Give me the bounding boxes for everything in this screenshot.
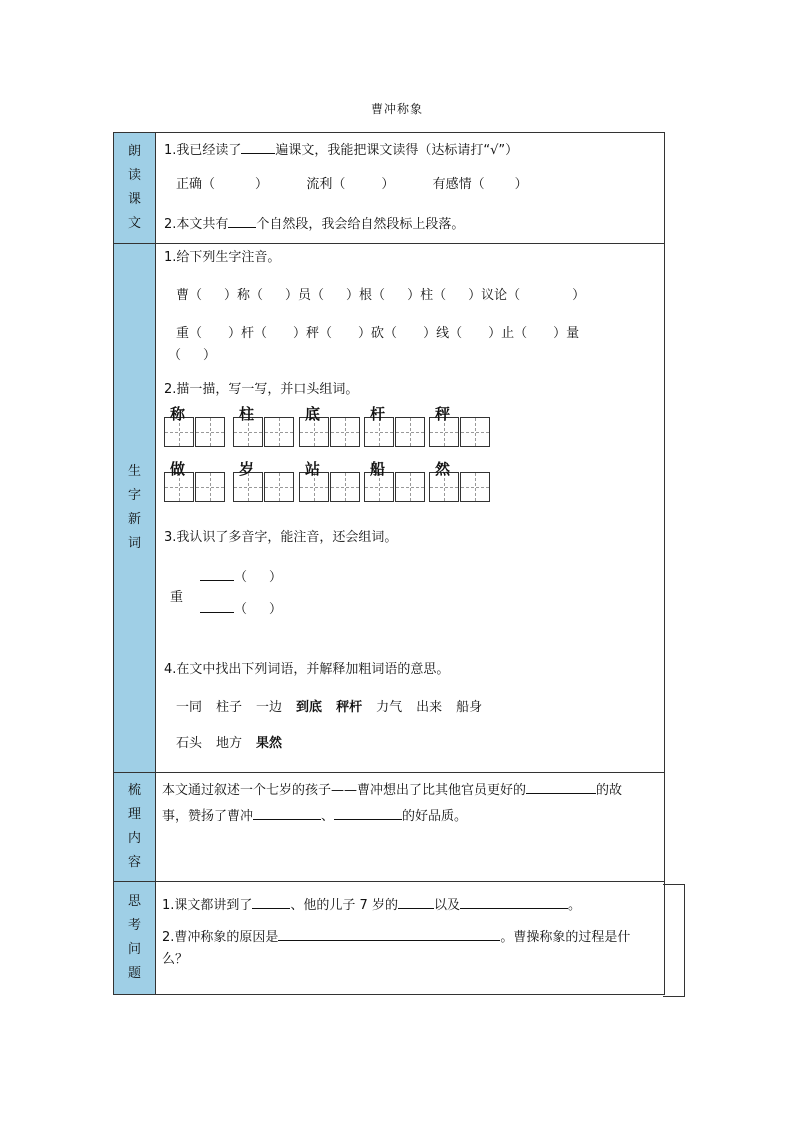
label-char: 理 (127, 807, 141, 822)
thinking-content (156, 882, 664, 994)
vocab-word-bold: 秤杆 (336, 700, 363, 715)
option-emotion: 有感情（ (432, 177, 485, 192)
label-char: 思 (127, 894, 141, 909)
blank-field[interactable] (278, 926, 500, 941)
thinking-q2 (162, 926, 658, 948)
pinyin-item: ）线（ (423, 326, 463, 341)
blank-field[interactable] (253, 805, 321, 820)
label-char: 题 (127, 966, 141, 981)
model-char: 然 (435, 460, 451, 478)
paren-close: ） (381, 177, 395, 192)
table-overhang-bottom (663, 996, 685, 997)
label-char: 课 (127, 192, 141, 207)
pinyin-item: 曹（ (176, 288, 203, 303)
label-char: 读 (127, 168, 141, 183)
tianzige-cell (364, 462, 426, 492)
tianzige-cell (164, 407, 226, 437)
blank-field[interactable] (526, 779, 596, 794)
label-char: 容 (127, 855, 141, 870)
tianzige-cell (233, 407, 295, 437)
write-box[interactable] (460, 417, 490, 447)
blank-field[interactable] (228, 213, 256, 228)
chars-q2: 2.描一描，写一写，并口头组词。 (164, 382, 359, 397)
pinyin-item: ）杆（ (228, 326, 268, 341)
vocab-word: 柱子 (216, 700, 243, 715)
vocab-word: 地方 (216, 736, 243, 751)
row-summary (114, 773, 664, 882)
model-char: 秤 (435, 405, 451, 423)
question-text: 2.曹冲称象的原因是 (162, 930, 279, 945)
reading-options (176, 175, 528, 195)
q2-suffix: 个自然段，我会给自然段标上段落。 (256, 217, 465, 232)
label-reading (114, 133, 156, 243)
label-char: 梳 (127, 783, 141, 798)
label-summary (114, 773, 156, 881)
label-char: 生 (127, 464, 141, 479)
pinyin-item: ）称（ (224, 288, 264, 303)
vocab-row-1 (176, 698, 496, 718)
summary-line-2 (162, 805, 658, 827)
pinyin-item: （ (168, 348, 182, 363)
tianzige-cell (299, 407, 361, 437)
page-title: 曹冲称象 (370, 102, 423, 116)
table-overhang-top (663, 884, 685, 885)
blank-field[interactable] (252, 894, 290, 909)
blank-field[interactable] (200, 598, 234, 613)
pinyin-item: ）议论（ (468, 288, 521, 303)
write-box[interactable] (195, 417, 225, 447)
label-char: 新 (127, 512, 141, 527)
question-text: 1.课文都讲到了 (162, 898, 253, 913)
option-correct: 正确（ (176, 177, 216, 192)
q1-suffix: 遍课文，我能把课文读得（达标请打“√”） (275, 143, 519, 158)
model-char: 船 (370, 460, 386, 478)
write-box[interactable] (460, 472, 490, 502)
chars-q4: 4.在文中找出下列词语，并解释加粗词语的意思。 (164, 662, 450, 677)
tianzige-cell (364, 407, 426, 437)
summary-text: 事，赞扬了曹冲 (162, 809, 254, 824)
vocab-word: 一边 (256, 700, 283, 715)
write-box[interactable] (395, 472, 425, 502)
thinking-q1 (162, 894, 658, 916)
tianzige-cell (299, 462, 361, 492)
table-overhang-right (684, 884, 685, 996)
option-fluent: 流利（ (306, 177, 346, 192)
model-char: 柱 (239, 405, 255, 423)
pinyin-row-1 (176, 286, 585, 306)
write-box[interactable] (264, 417, 294, 447)
vocab-word: 一同 (176, 700, 203, 715)
model-char: 岁 (239, 460, 255, 478)
pinyin-item: 重（ (176, 326, 203, 341)
tianzige-cell (164, 462, 226, 492)
vocab-word-bold: 到底 (296, 700, 323, 715)
vocab-word: 力气 (376, 700, 403, 715)
label-char: 朗 (127, 144, 141, 159)
write-box[interactable] (330, 472, 360, 502)
vocab-word: 船身 (456, 700, 483, 715)
vocab-word: 石头 (176, 736, 203, 751)
chars-q3: 3.我认识了多音字，能注音，还会组词。 (164, 530, 398, 545)
label-characters (114, 244, 156, 772)
model-char: 称 (170, 405, 186, 423)
write-box[interactable] (195, 472, 225, 502)
label-char: 文 (127, 216, 141, 231)
model-char: 站 (305, 460, 321, 478)
pinyin-item: ）柱（ (407, 288, 447, 303)
question-text: 以及 (433, 898, 460, 913)
pinyin-item: ）根（ (346, 288, 386, 303)
write-box[interactable] (330, 417, 360, 447)
reading-content (156, 133, 664, 243)
pinyin-item: ）员（ (285, 288, 325, 303)
polyphone-line-2: （ ） (200, 598, 282, 620)
reading-q2 (164, 213, 464, 235)
pinyin-item: ）止（ (488, 326, 528, 341)
summary-content (156, 773, 664, 881)
write-box[interactable] (264, 472, 294, 502)
pinyin-item: ）秤（ (293, 326, 333, 341)
vocab-word-bold: 果然 (256, 736, 283, 751)
pinyin-item: ）砍（ (358, 326, 398, 341)
pinyin-item: ）量 (553, 326, 580, 341)
row-characters (114, 244, 664, 773)
question-text: 。 (567, 898, 581, 913)
label-char: 问 (127, 942, 141, 957)
vocab-row-2 (176, 734, 296, 754)
tianzige-cell (429, 407, 491, 437)
summary-text: 的好品质。 (402, 809, 468, 824)
chars-q1: 1.给下列生字注音。 (164, 250, 281, 265)
polyphone-line-1: （ ） (200, 566, 282, 588)
pinyin-row-2 (176, 324, 579, 344)
label-char: 词 (127, 536, 141, 551)
blank-field[interactable] (200, 566, 234, 581)
blank-field[interactable] (241, 139, 275, 154)
blank-field[interactable] (460, 894, 568, 909)
label-char: 考 (127, 918, 141, 933)
model-char: 做 (170, 460, 186, 478)
polyphone-char: 重 (170, 590, 184, 605)
pinyin-item: ） (572, 288, 586, 303)
model-char: 杆 (370, 405, 386, 423)
q2-prefix: 2.本文共有 (164, 217, 229, 232)
model-char: 底 (305, 405, 321, 423)
blank-field[interactable] (334, 805, 402, 820)
paren-close: ） (514, 177, 528, 192)
tianzige-cell (429, 462, 491, 492)
summary-text: 、 (321, 809, 335, 824)
label-thinking (114, 882, 156, 994)
tianzige-cell (233, 462, 295, 492)
summary-text: 的故 (596, 783, 623, 798)
write-box[interactable] (395, 417, 425, 447)
worksheet-table (113, 132, 665, 995)
reading-q1 (164, 139, 518, 161)
question-text: 、他的儿子 7 岁的 (290, 898, 398, 913)
row-reading (114, 133, 664, 244)
question-text: 。曹操称象的过程是什 (500, 930, 631, 945)
pinyin-row-2b (168, 346, 216, 366)
thinking-q2-cont: 么？ (162, 952, 189, 967)
row-thinking (114, 882, 664, 995)
vocab-word: 出来 (416, 700, 443, 715)
characters-content (156, 244, 664, 772)
pinyin-item: ） (203, 348, 217, 363)
paren-close: ） (255, 177, 269, 192)
label-char: 内 (127, 831, 141, 846)
label-char: 字 (127, 488, 141, 503)
summary-text: 本文通过叙述一个七岁的孩子——曹冲想出了比其他官员更好的 (162, 783, 527, 798)
blank-field[interactable] (398, 894, 434, 909)
q1-prefix: 1.我已经读了 (164, 143, 242, 158)
summary-line-1 (162, 779, 658, 801)
